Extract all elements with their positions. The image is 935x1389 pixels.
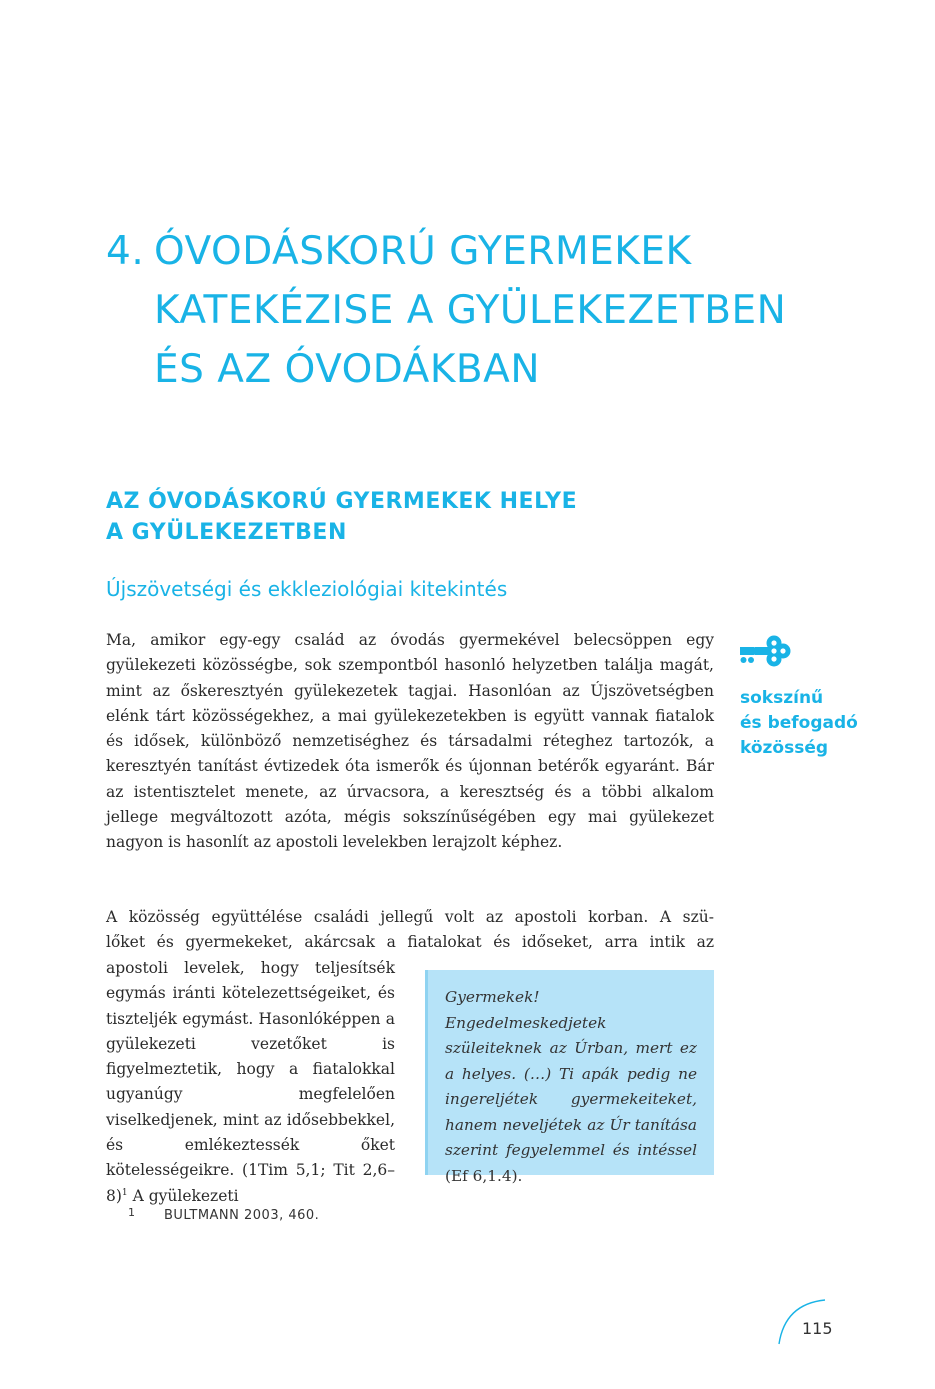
section-heading bbox=[106, 486, 666, 548]
quote-text: Gyermekek! Engedelmeskedjetek szüleiteknek az Úrban, mert ez a helyes. (…) Ti apák pedig ne ingereljétek gyermekeiteket, hanem neveljétek az Úr tanítása szerint fegyelemmel és intéssel bbox=[445, 988, 697, 1159]
body-paragraph-3 bbox=[106, 956, 395, 1209]
chapter-title bbox=[106, 222, 866, 399]
section-heading-line: AZ ÓVODÁSKORÚ GYERMEKEK HELYE bbox=[106, 489, 578, 514]
body-paragraph-1: Ma, amikor egy-egy család az óvodás gyermekével belecsöppen egy gyülekezeti közösségbe, sok szempontból hasonló helyzetben találja magát, mint az őskeresztyén gyülekezetek tagjai. Hasonlóan az Újszövetségben elénk tárt közösségekhez, a mai gyülekezetekben is együtt vannak fiatalok és idősek, különböző nemzetiséghez és társadalmi réteghez tartozók, a keresztyén tanítást évtizedek óta ismerők és újonnan betérők egyaránt. Bár az istentisztelet menete, az úrvacsora, a keresztség és a többi alkalom jellege megváltozott azóta, mégis sokszínűségében egy mai gyülekezet nagyon is hasonlít az apostoli levelekben lerajzolt képhez. bbox=[106, 631, 714, 852]
bible-quote-box bbox=[425, 970, 714, 1185]
footnote-text: BULTMANN 2003, 460. bbox=[164, 1208, 320, 1223]
margin-note-label bbox=[740, 686, 880, 761]
page-number: 115 bbox=[802, 1319, 833, 1338]
body-text-tail: A gyülekezeti bbox=[127, 1186, 239, 1205]
body-paragraph-2 bbox=[106, 905, 714, 956]
margin-note-line: sokszínű bbox=[740, 688, 824, 708]
body-line: lőket és gyermekeket, akárcsak a fiatalokat és időseket, arra intik az bbox=[106, 933, 714, 952]
body-line: A közösség együttélése családi jellegű volt az apostoli korban. A szü- bbox=[106, 908, 714, 926]
margin-note-line: és befogadó bbox=[740, 713, 858, 733]
chapter-title-line: ÓVODÁSKORÚ GYERMEKEK bbox=[154, 229, 692, 274]
key-icon bbox=[740, 632, 792, 670]
footnote-number: 1 bbox=[128, 1206, 135, 1219]
subsection-heading: Újszövetségi és ekkleziológiai kitekintés bbox=[106, 577, 508, 601]
body-text: apostoli levelek, hogy teljesítsék egymás iránti kötelezettségeiket, és tiszteljék egymást. Hasonlóképpen a gyülekezeti vezetőket is figyelmeztetik, hogy a fiatalokkal ugyanúgy megfelelően viselkedjenek, mint az idősebbekkel, és emlékeztessék őket kötelességeikre. (1Tim 5,1; Tit 2,6–8) bbox=[106, 959, 395, 1205]
quote-reference: (Ef 6,1.4). bbox=[445, 1166, 523, 1185]
margin-note-line: közösség bbox=[740, 738, 829, 758]
margin-note bbox=[740, 632, 880, 761]
chapter-title-line: ÉS AZ ÓVODÁKBAN bbox=[154, 347, 540, 392]
section-heading-line: A GYÜLEKEZETBEN bbox=[106, 520, 347, 545]
chapter-title-line: KATEKÉZISE A GYÜLEKEZETBEN bbox=[154, 288, 787, 333]
chapter-number: 4. bbox=[106, 229, 145, 274]
footnote-reference[interactable]: 1 bbox=[121, 1187, 128, 1198]
